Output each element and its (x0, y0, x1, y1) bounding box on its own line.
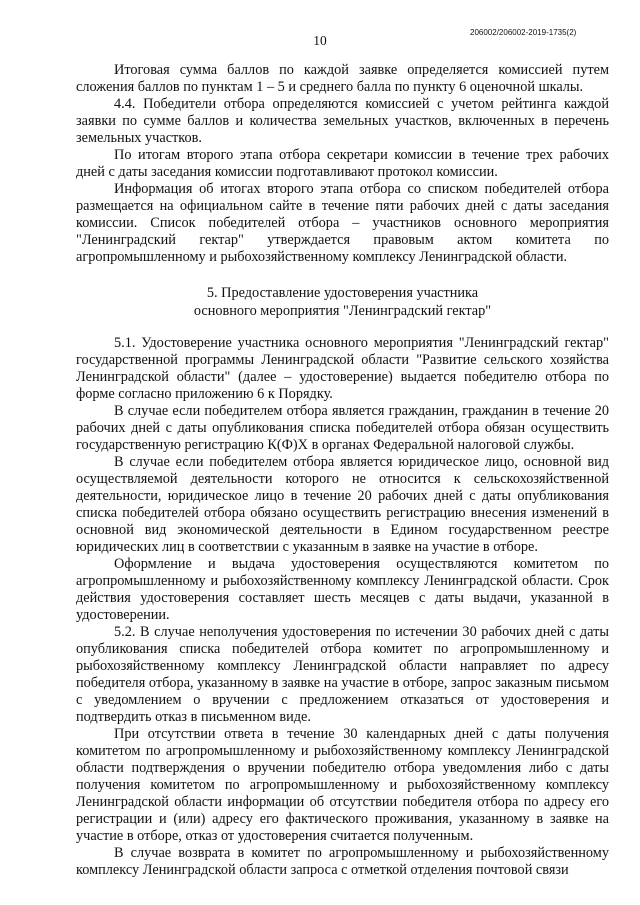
document-code: 206002/206002-2019-1735(2) (470, 28, 577, 37)
section-heading-line-1: 5. Предоставление удостоверения участника (206, 285, 479, 301)
paragraph-4-4: 4.4. Победители отбора определяются комиссией с учетом рейтинга каждой заявки по сумме баллов и количества земельных участков, включенных в перечень земельных участков. (76, 96, 609, 146)
section-heading (76, 284, 609, 320)
paragraph-no-response: При отсутствии ответа в течение 30 календарных дней с даты получения комитетом по агропромышленному и рыбохозяйственному комплексу Ленинградской области подтверждения о вручении победителю отбора уведомления либо с даты получения комитетом по агропромышленному и рыбохозяйственному комплексу Ленинградской области информации об отсутствии победителя отбора по адресу его регистрации и (или) адресу его фактического проживания, указанному в заявке на участие в отборе, отказ от удостоверения считается полученным. (76, 726, 609, 844)
paragraph-protocol: По итогам второго этапа отбора секретари комиссии в течение трех рабочих дней с даты заседания комиссии подготавливают протокол комиссии. (76, 147, 609, 180)
paragraph-score-total: Итоговая сумма баллов по каждой заявке определяется комиссией путем сложения баллов по пунктам 1 – 5 и среднего балла по пункту 6 оценочной шкалы. (76, 62, 609, 95)
document-body (76, 62, 609, 879)
section-heading-line-2: основного мероприятия "Ленинградский гектар" (193, 303, 492, 319)
paragraph-results-info: Информация об итогах второго этапа отбора со списком победителей отбора размещается на официальном сайте в течение пяти рабочих дней с даты заседания комиссии. Список победителей отбора – участников основного мероприятия "Ленинградский гектар" утверждается правовым актом комитета по агропромышленному и рыбохозяйственному комплексу Ленинградской области. (76, 181, 609, 265)
paragraph-issuance: Оформление и выдача удостоверения осуществляются комитетом по агропромышленному и рыбохозяйственному комплексу Ленинградской области. Срок действия удостоверения составляет шесть месяцев с даты выдачи, указанной в удостоверении. (76, 556, 609, 623)
paragraph-legal-entity: В случае если победителем отбора является юридическое лицо, основной вид осуществляемой деятельности которого не относится к сельскохозяйственной деятельности, юридическое лицо в течение 20 рабочих дней с даты опубликования списка победителей отбора обязано осуществить регистрацию внесения изменений в основной вид экономической деятельности в Едином государственном реестре юридических лиц в соответствии с указанным в заявке на участие в отборе. (76, 454, 609, 555)
paragraph-citizen-registration: В случае если победителем отбора является гражданин, гражданин в течение 20 рабочих дней с даты опубликования списка победителей отбора обязан осуществить государственную регистрацию К(Ф)Х в органах Федеральной налоговой службы. (76, 403, 609, 453)
page-number: 10 (313, 33, 327, 48)
paragraph-5-2: 5.2. В случае неполучения удостоверения по истечении 30 рабочих дней с даты опубликования списка победителей отбора комитет по агропромышленному и рыбохозяйственному комплексу Ленинградской области направляет по адресу победителя отбора, указанному в заявке на участие в отборе, запрос заказным письмом с уведомлением о вручении с предложением отказаться от удостоверения и подтвердить отказ в письменном виде. (76, 624, 609, 725)
paragraph-5-1: 5.1. Удостоверение участника основного мероприятия "Ленинградский гектар" государственной программы Ленинградской области "Развитие сельского хозяйства Ленинградской области" (далее – удостоверение) выдается победителю отбора по форме согласно приложению 6 к Порядку. (76, 335, 609, 402)
paragraph-return-case: В случае возврата в комитет по агропромышленному и рыбохозяйственному комплексу Ленинградской области запроса с отметкой отделения почтовой связи (76, 845, 609, 878)
